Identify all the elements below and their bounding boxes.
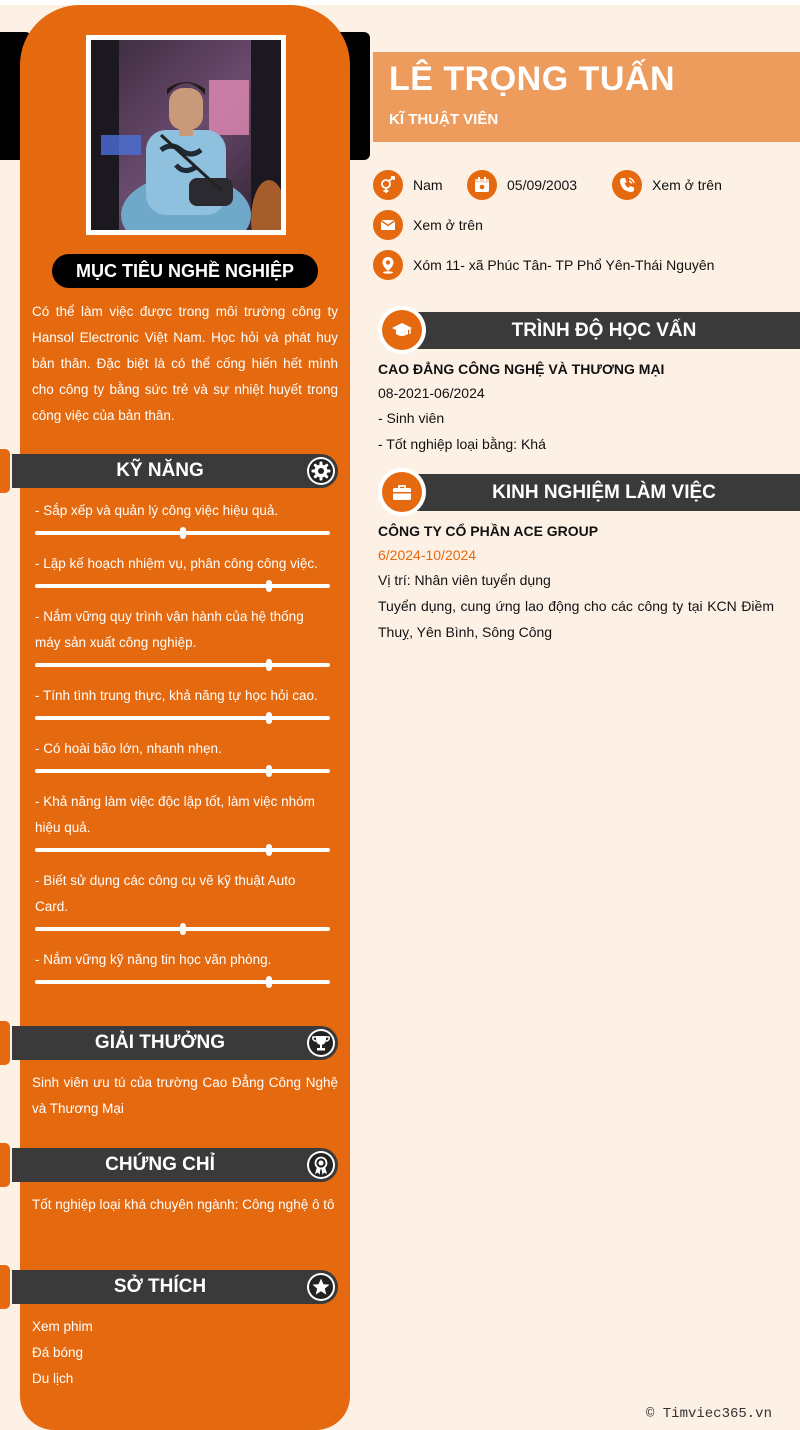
briefcase-icon <box>390 480 414 504</box>
skill-level-bar <box>35 769 330 773</box>
skill-level-knob <box>266 712 272 724</box>
phone-value: Xem ở trên <box>652 177 722 193</box>
skill-item: - Nắm vững kỹ năng tin học văn phòng. <box>35 952 272 967</box>
full-name: LÊ TRỌNG TUẤN <box>389 60 676 98</box>
skill-item: - Tính tình trung thực, khả năng tự học hỏi cao. <box>35 688 318 703</box>
education-line: - Tốt nghiệp loại bằng: Khá <box>378 436 546 452</box>
skill-item: - Lập kế hoạch nhiệm vụ, phân công công việc. <box>35 556 318 571</box>
address-value: Xóm 11- xã Phúc Tân- TP Phổ Yên-Thái Nguyên <box>413 257 715 273</box>
skill-level-knob <box>180 527 186 539</box>
phone-row <box>612 169 722 201</box>
skill-item: - Khả năng làm việc độc lập tốt, làm việc nhóm hiệu quả. <box>35 794 315 835</box>
certificates-header <box>12 1148 338 1182</box>
objective-title: MỤC TIÊU NGHỀ NGHIỆP <box>52 254 318 288</box>
skill-level-bar <box>35 848 330 852</box>
gear-icon <box>307 457 335 485</box>
objective-text: Có thể làm việc được trong môi trường công ty Hansol Electronic Việt Nam. Học hỏi và phát huy bản thân. Đặc biệt là có thể cống hiến hết mình cho công ty bằng sức trẻ và sự nhiệt huyết trong công việc của bản thân. <box>32 304 338 423</box>
skill-level-bar <box>35 927 330 931</box>
skill-level-bar <box>35 716 330 720</box>
avatar-photo <box>91 40 281 230</box>
skills-title: KỸ NĂNG <box>116 460 204 481</box>
experience-period: 6/2024-10/2024 <box>378 547 477 563</box>
awards-header <box>12 1026 338 1060</box>
awards-title: GIẢI THƯỞNG <box>94 1032 226 1053</box>
skill-level-knob <box>266 580 272 592</box>
hobby-item: Đá bóng <box>32 1345 84 1360</box>
birthday-row <box>467 169 577 201</box>
education-header <box>378 306 800 354</box>
experience-position: Vị trí: Nhân viên tuyển dụng <box>378 572 551 588</box>
medal-icon <box>307 1151 335 1179</box>
experience-title: KINH NGHIỆM LÀM VIỆC <box>492 482 716 503</box>
graduation-cap-icon <box>390 318 414 342</box>
skill-level-knob <box>266 844 272 856</box>
hobbies-header <box>12 1270 338 1304</box>
education-title: TRÌNH ĐỘ HỌC VẤN <box>511 320 697 341</box>
skill-level-bar <box>35 584 330 588</box>
skill-level-bar <box>35 531 330 535</box>
location-pin-icon <box>373 250 403 280</box>
skill-item: - Biết sử dụng các công cụ vẽ kỹ thuật Auto Card. <box>35 873 296 914</box>
skill-level-knob <box>266 976 272 988</box>
hobby-item: Du lịch <box>32 1371 74 1386</box>
star-icon <box>307 1273 335 1301</box>
email-icon <box>373 210 403 240</box>
skill-item: - Sắp xếp và quản lý công việc hiệu quả. <box>35 503 279 518</box>
hobbies-title: SỞ THÍCH <box>113 1276 207 1297</box>
birthday-value: 05/09/2003 <box>507 177 578 193</box>
experience-header <box>378 468 800 516</box>
education-line: - Sinh viên <box>378 410 445 426</box>
certificates-title: CHỨNG CHỈ <box>105 1154 215 1175</box>
phone-icon <box>612 170 642 200</box>
header-box <box>373 52 800 142</box>
cv-page <box>0 5 800 1430</box>
education-period: 08-2021-06/2024 <box>378 385 485 401</box>
calendar-icon <box>467 170 497 200</box>
experience-company: CÔNG TY CỔ PHẦN ACE GROUP <box>378 523 599 539</box>
trophy-icon <box>307 1029 335 1057</box>
left-column <box>20 5 350 1430</box>
skill-item: - Có hoài bão lớn, nhanh nhẹn. <box>35 741 222 756</box>
skill-level-knob <box>180 923 186 935</box>
email-row <box>373 209 483 241</box>
gender-row <box>373 169 443 201</box>
gender-value: Nam <box>413 177 443 193</box>
education-icon-circle <box>378 306 426 354</box>
job-title: KĨ THUẬT VIÊN <box>389 111 499 128</box>
education-school: CAO ĐẲNG CÔNG NGHỆ VÀ THƯƠNG MẠI <box>378 361 665 377</box>
skill-level-knob <box>266 765 272 777</box>
email-value: Xem ở trên <box>413 217 483 233</box>
skill-level-knob <box>266 659 272 671</box>
certificates-text: Tốt nghiệp loại khá chuyên ngành: Công nghệ ô tô <box>32 1197 335 1212</box>
address-row <box>373 249 714 281</box>
skill-level-bar <box>35 980 330 984</box>
experience-description: Tuyển dụng, cung ứng lao động cho các công ty tại KCN Điềm Thuỵ, Yên Bình, Sông Công <box>378 598 774 640</box>
experience-icon-circle <box>378 468 426 516</box>
awards-text: Sinh viên ưu tú của trường Cao Đẳng Công Nghệ và Thương Mại <box>32 1075 338 1116</box>
skill-level-bar <box>35 663 330 667</box>
footer-credit[interactable]: © Timviec365.vn <box>645 1406 772 1422</box>
hobby-item: Xem phim <box>32 1319 93 1334</box>
avatar <box>86 35 286 235</box>
gender-icon <box>373 170 403 200</box>
skills-header <box>12 454 338 488</box>
skill-item: - Nắm vững quy trình vận hành của hệ thống máy sản xuất công nghiệp. <box>35 609 304 650</box>
